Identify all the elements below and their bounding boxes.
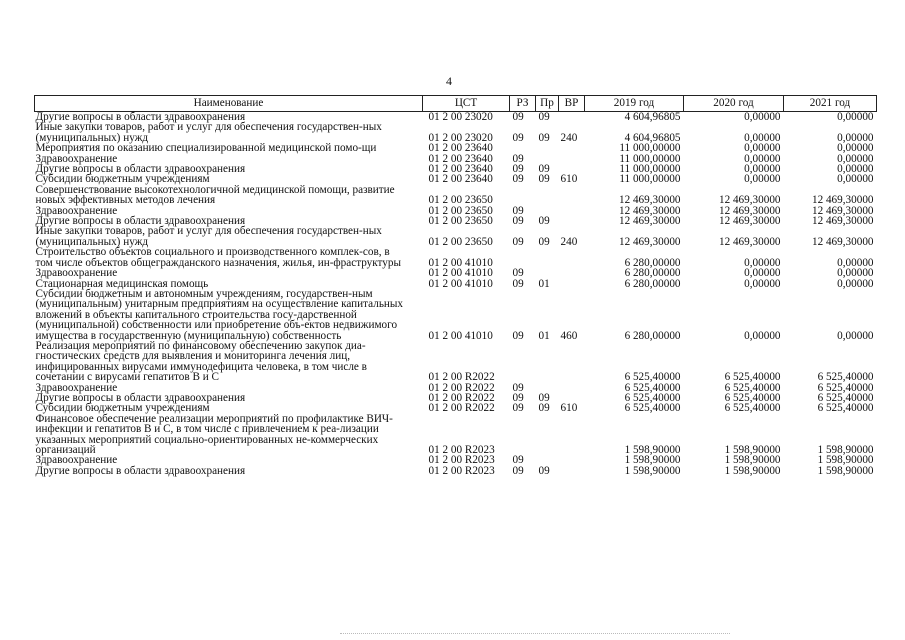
table-row — [35, 268, 877, 278]
cell-y2021: 0,00000 — [837, 329, 874, 342]
cell-vr — [559, 185, 585, 206]
cell-y2019: 11 000,00000 — [619, 173, 681, 186]
cell-y2020: 12 469,30000 — [718, 215, 781, 228]
cell-name: Мероприятия по оказанию специализированной медицинской помо-щи — [35, 142, 377, 155]
cell-name: Здравоохранение — [35, 267, 118, 280]
cell-y2019: 12 469,30000 — [618, 204, 681, 217]
cell-pr: 09 — [538, 173, 550, 186]
cell-y2021: 12 469,30000 — [811, 194, 874, 207]
cell-name: Совершенствование высокотехнологичной медицинской помощи, развитие новых эффективных методов лечения — [35, 183, 395, 207]
cell-vr — [559, 216, 585, 226]
cell-pr: 09 — [538, 131, 550, 144]
cell-cst: 01 2 00 23640 — [428, 142, 493, 155]
cell-rz: 09 — [512, 277, 524, 290]
cell-cst: 01 2 00 23640 — [428, 173, 493, 186]
cell-rz: 09 — [512, 329, 524, 342]
cell-rz: 09 — [512, 381, 524, 394]
cell-y2021: 1 598,90000 — [817, 444, 874, 456]
cell-rz — [510, 341, 536, 383]
cell-y2021: 0,00000 — [837, 152, 874, 165]
cell-cst: 01 2 00 R2022 — [428, 381, 495, 394]
cell-cst: 01 2 00 23640 — [428, 163, 493, 176]
cell-cst: 01 2 00 41010 — [428, 277, 493, 290]
cell-pr — [536, 143, 559, 153]
cell-y2019: 12 469,30000 — [618, 215, 681, 228]
header-cst: ЦСТ — [423, 96, 510, 112]
cell-cst: 01 2 00 R2022 — [428, 391, 495, 404]
table-row — [35, 414, 877, 456]
cell-cst: 01 2 00 41010 — [428, 267, 493, 280]
cell-rz: 09 — [512, 152, 524, 165]
cell-y2019: 6 280,00000 — [624, 329, 681, 342]
cell-name: Строительство объектов социального и производственного комплек-сов, в том числе объектов общегражданского назначения, жилья, ин-фраструктуры — [35, 246, 401, 269]
cell-name: Иные закупки товаров, работ и услуг для обеспечения государствен-ных (муниципальных) нужд — [35, 121, 382, 144]
cell-rz: 09 — [512, 267, 524, 280]
cell-cst: 01 2 00 23650 — [428, 204, 493, 217]
cell-y2020: 0,00000 — [744, 111, 781, 123]
cell-cst: 01 2 00 23650 — [428, 235, 493, 248]
cell-y2020: 0,00000 — [744, 163, 781, 176]
cell-rz: 09 — [512, 111, 524, 123]
cell-pr: 09 — [538, 464, 550, 477]
cell-vr — [559, 383, 585, 393]
header-pr: Пр — [536, 96, 559, 112]
cell-y2019: 6 525,40000 — [624, 371, 681, 384]
cell-cst: 01 2 00 23020 — [428, 111, 493, 123]
cell-y2021: 0,00000 — [837, 163, 874, 176]
cell-vr: 610 — [560, 402, 578, 415]
cell-y2019: 6 525,40000 — [624, 391, 681, 404]
cell-y2019: 11 000,00000 — [619, 163, 681, 176]
cell-y2019: 6 525,40000 — [624, 381, 681, 394]
cell-y2021: 1 598,90000 — [817, 464, 874, 477]
cell-cst: 01 2 00 23640 — [428, 152, 493, 165]
cell-pr — [536, 268, 559, 278]
header-rz: РЗ — [510, 96, 536, 112]
cell-name: Финансовое обеспечение реализации мероприятий по профилактике ВИЧ-инфекции и гепатитов В и С, в том числе с привлечением к реа-лизации указанных мероприятий социально-ориентированных не-коммерческих организаций — [35, 412, 393, 456]
cell-cst: 01 2 00 R2022 — [428, 402, 495, 415]
cell-y2020: 0,00000 — [744, 256, 781, 269]
cell-rz — [510, 414, 536, 456]
cell-y2021: 0,00000 — [837, 256, 874, 269]
cell-y2021: 0,00000 — [837, 277, 874, 290]
cell-pr — [536, 341, 559, 383]
cell-y2021: 6 525,40000 — [817, 381, 874, 394]
cell-rz: 09 — [512, 215, 524, 228]
table-row — [35, 247, 877, 268]
cell-cst: 01 2 00 41010 — [428, 256, 493, 269]
cell-vr — [559, 455, 585, 465]
cell-y2019: 12 469,30000 — [618, 235, 681, 248]
page-number: 4 — [446, 74, 452, 88]
cell-name: Здравоохранение — [35, 454, 118, 467]
cell-pr — [536, 414, 559, 456]
table-header-row — [35, 96, 877, 112]
cell-rz: 09 — [512, 163, 524, 176]
table-row — [35, 226, 877, 247]
cell-pr: 09 — [538, 235, 550, 248]
cell-rz — [510, 185, 536, 206]
header-vr: ВР — [559, 96, 585, 112]
cell-pr: 09 — [538, 402, 550, 415]
cell-y2020: 1 598,90000 — [724, 464, 781, 477]
cell-name: Другие вопросы в области здравоохранения — [35, 464, 246, 477]
cell-y2021: 0,00000 — [837, 142, 874, 155]
cell-y2020: 6 525,40000 — [724, 391, 781, 404]
cell-vr — [559, 414, 585, 456]
cell-name: Субсидии бюджетным учреждениям — [35, 402, 210, 415]
cell-name: Стационарная медицинская помощь — [35, 277, 209, 290]
cell-name: Иные закупки товаров, работ и услуг для обеспечения государствен-ных (муниципальных) нужд — [35, 225, 382, 248]
cell-cst: 01 2 00 23650 — [428, 194, 493, 207]
cell-y2021: 0,00000 — [837, 173, 874, 186]
cell-y2020: 12 469,30000 — [718, 235, 781, 248]
cell-name: Другие вопросы в области здравоохранения — [35, 111, 246, 123]
cell-vr — [559, 247, 585, 268]
cell-name: Субсидии бюджетным и автономным учреждениям, государствен-ным (муниципальным) унитарным предприятиям на осуществление капитальных вложений в объекты капитального строительства госу-дарственной (муниципальной) собственности или приобретение объ-ектов недвижимого имущества в государственную (муниципальную) собственность — [35, 287, 404, 342]
cell-rz: 09 — [512, 454, 524, 467]
cell-y2020: 0,00000 — [744, 131, 781, 144]
cell-vr: 460 — [560, 329, 578, 342]
cell-y2020: 6 525,40000 — [724, 402, 781, 415]
cell-name: Здравоохранение — [35, 381, 118, 394]
cell-y2021: 0,00000 — [837, 111, 874, 123]
cell-y2020: 0,00000 — [744, 173, 781, 186]
cell-y2019: 4 604,96805 — [624, 111, 681, 123]
cell-vr: 610 — [560, 173, 578, 186]
cell-y2021: 0,00000 — [837, 131, 874, 144]
cell-rz: 09 — [512, 235, 524, 248]
cell-pr: 01 — [538, 329, 550, 342]
cell-cst: 01 2 00 23020 — [428, 131, 493, 144]
cell-vr — [559, 279, 585, 289]
cell-cst: 01 2 00 41010 — [428, 329, 493, 342]
cell-y2019: 6 280,00000 — [624, 256, 681, 269]
header-2019: 2019 год — [585, 96, 684, 112]
cell-vr — [559, 466, 585, 476]
cell-rz — [510, 247, 536, 268]
cell-y2020: 0,00000 — [744, 142, 781, 155]
cell-y2019: 1 598,90000 — [624, 464, 681, 477]
cell-pr: 09 — [538, 391, 550, 404]
cell-rz: 09 — [512, 204, 524, 217]
table-row — [35, 185, 877, 206]
cell-name: Здравоохранение — [35, 152, 118, 165]
cell-y2020: 6 525,40000 — [724, 371, 781, 384]
header-name: Наименование — [35, 96, 423, 112]
table-row — [35, 341, 877, 383]
cell-y2020: 12 469,30000 — [718, 194, 781, 207]
budget-table — [34, 95, 877, 476]
cell-y2019: 4 604,96805 — [624, 131, 681, 144]
cell-rz: 09 — [512, 464, 524, 477]
cell-vr — [559, 206, 585, 216]
cell-y2019: 6 280,00000 — [624, 277, 681, 290]
cell-pr: 09 — [538, 215, 550, 228]
cell-y2021: 0,00000 — [837, 267, 874, 280]
cell-y2021: 6 525,40000 — [817, 391, 874, 404]
cell-name: Субсидии бюджетным учреждениям — [35, 173, 210, 186]
cell-y2020: 12 469,30000 — [718, 204, 781, 217]
cell-vr — [559, 268, 585, 278]
cell-y2021: 12 469,30000 — [811, 215, 874, 228]
cell-vr — [559, 154, 585, 164]
cell-name: Здравоохранение — [35, 204, 118, 217]
cell-y2020: 0,00000 — [744, 329, 781, 342]
cell-y2019: 6 280,00000 — [624, 267, 681, 280]
cell-name: Другие вопросы в области здравоохранения — [35, 163, 246, 176]
header-2021: 2021 год — [784, 96, 877, 112]
cell-name: Другие вопросы в области здравоохранения — [35, 391, 246, 404]
cell-name: Другие вопросы в области здравоохранения — [35, 215, 246, 228]
cell-pr — [536, 247, 559, 268]
cell-cst: 01 2 00 R2023 — [428, 454, 495, 467]
cell-y2020: 6 525,40000 — [724, 381, 781, 394]
cell-y2020: 0,00000 — [744, 152, 781, 165]
cell-rz: 09 — [512, 173, 524, 186]
cell-cst: 01 2 00 R2022 — [428, 371, 495, 384]
cell-y2019: 11 000,00000 — [619, 142, 681, 155]
cell-y2020: 0,00000 — [744, 267, 781, 280]
cell-pr: 09 — [538, 111, 550, 123]
table-body — [35, 112, 877, 477]
cell-y2019: 6 525,40000 — [624, 402, 681, 415]
cell-rz: 09 — [512, 131, 524, 144]
cell-y2019: 11 000,00000 — [619, 152, 681, 165]
cell-cst: 01 2 00 R2023 — [428, 464, 495, 477]
cell-cst: 01 2 00 R2023 — [428, 444, 495, 456]
cell-y2021: 12 469,30000 — [811, 204, 874, 217]
cell-vr: 240 — [560, 235, 578, 248]
cell-vr — [559, 112, 585, 123]
cell-cst: 01 2 00 23650 — [428, 215, 493, 228]
cell-y2020: 0,00000 — [744, 277, 781, 290]
cell-vr — [559, 341, 585, 383]
scan-noise-line — [340, 633, 730, 636]
cell-y2019: 1 598,90000 — [624, 444, 681, 456]
cell-y2021: 6 525,40000 — [817, 402, 874, 415]
cell-rz: 09 — [512, 391, 524, 404]
cell-pr — [536, 185, 559, 206]
cell-name: Реализация мероприятий по финансовому обеспечению закупок диа-гностических средств для выявления и мониторинга лечения лиц, инфицированных вирусами иммунодефицита человека, в том числе в сочетании с вирусами гепатитов В и С — [35, 339, 367, 384]
table-row — [35, 289, 877, 341]
cell-y2021: 12 469,30000 — [811, 235, 874, 248]
cell-y2020: 1 598,90000 — [724, 454, 781, 467]
cell-y2021: 6 525,40000 — [817, 371, 874, 384]
cell-y2019: 12 469,30000 — [618, 194, 681, 207]
cell-pr: 01 — [538, 277, 550, 290]
header-2020: 2020 год — [684, 96, 784, 112]
cell-y2019: 1 598,90000 — [624, 454, 681, 467]
cell-y2021: 1 598,90000 — [817, 454, 874, 467]
cell-vr: 240 — [560, 131, 578, 144]
cell-rz: 09 — [512, 402, 524, 415]
cell-vr — [559, 143, 585, 153]
cell-y2020: 1 598,90000 — [724, 444, 781, 456]
table-row — [35, 122, 877, 143]
table-row — [35, 466, 877, 476]
cell-pr: 09 — [538, 163, 550, 176]
